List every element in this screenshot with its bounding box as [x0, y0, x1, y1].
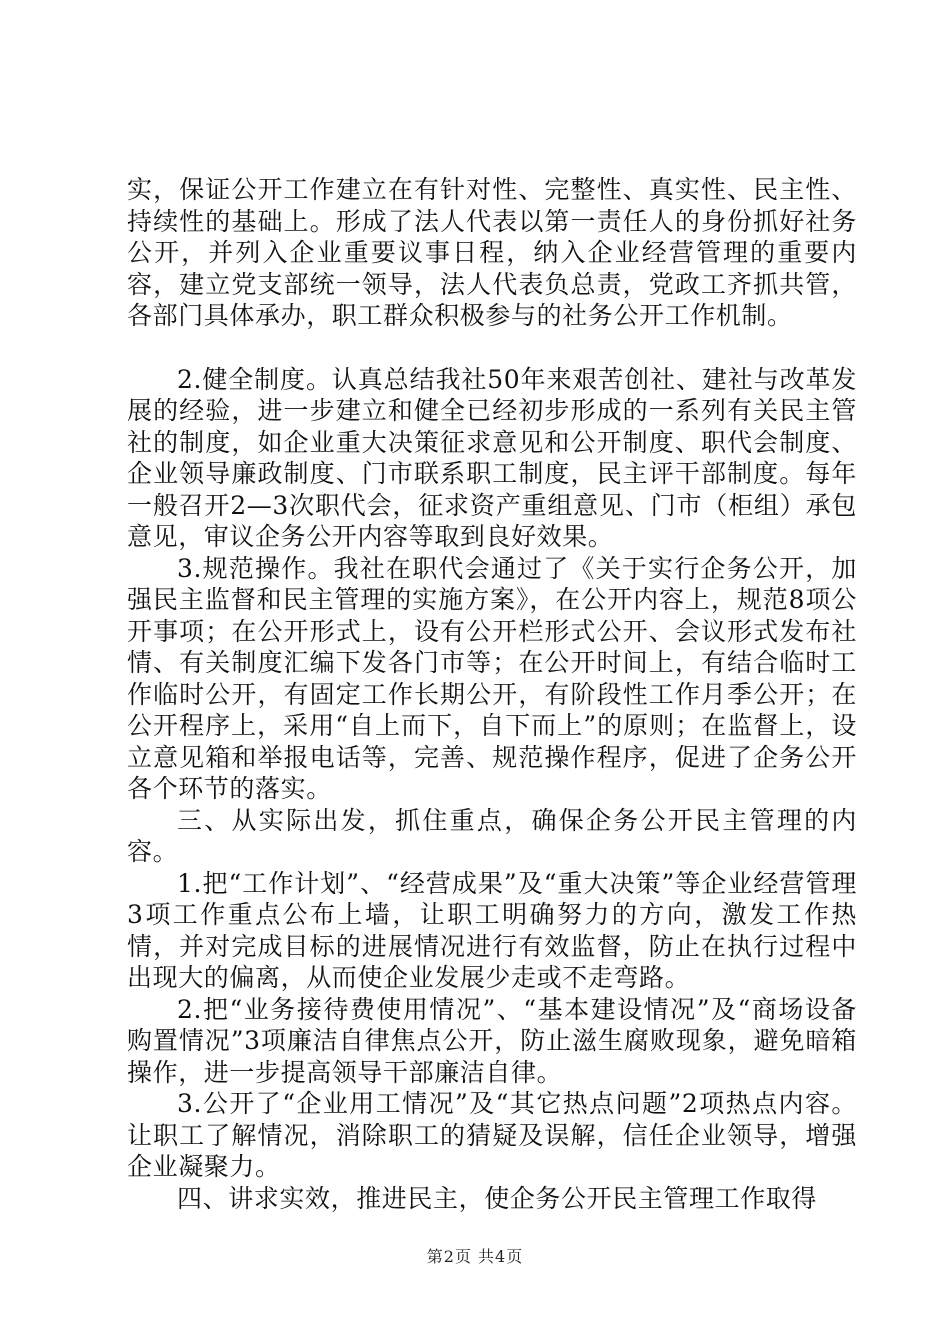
section-heading-three: 三、从实际出发，抓住重点，确保企务公开民主管理的内容。	[127, 805, 857, 866]
paragraph-continuation: 实，保证公开工作建立在有针对性、完整性、真实性、民主性、持续性的基础上。形成了法人代表以第一责任人的身份抓好社务公开，并列入企业重要议事日程，纳入企业经营管理的重要内容，建立党支部统一领导，法人代表负总责，党政工齐抓共管，各部门具体承办，职工群众积极参与的社务公开工作机制。	[127, 175, 857, 330]
page-number-footer: 第2页 共4页	[426, 1247, 524, 1266]
document-body	[127, 174, 857, 1214]
paragraph-item-one: 1.把“工作计划”、“经营成果”及“重大决策”等企业经营管理3项工作重点公布上墙，让职工明确努力的方向，激发工作热情，并对完成目标的进展情况进行有效监督，防止在执行过程中出现大的偏离，从而使企业发展少走或不走弯路。	[127, 868, 857, 992]
paragraph-item-two: 2.把“业务接待费使用情况”、“基本建设情况”及“商场设备购置情况”3项廉洁自律焦点公开，防止滋生腐败现象，避免暗箱操作，进一步提高领导干部廉洁自律。	[127, 994, 857, 1087]
paragraph-item-three: 3.公开了“企业用工情况”及“其它热点问题”2项热点内容。让职工了解情况，消除职工的猜疑及误解，信任企业领导，增强企业凝聚力。	[127, 1089, 857, 1181]
paragraph-standardize-operation: 3.规范操作。我社在职代会通过了《关于实行企务公开，加强民主监督和民主管理的实施方案》，在公开内容上，规范8项公开事项；在公开形式上，设有公开栏形式公开、会议形式发布社情、有关制度汇编下发各门市等；在公开时间上，有结合临时工作临时公开，有固定工作长期公开，有阶段性工作月季公开；在公开程序上，采用“自上而下，自下而上”的原则；在监督上，设立意见箱和举报电话等，完善、规范操作程序，促进了企务公开各个环节的落实。	[127, 553, 857, 803]
section-heading-four: 四、讲求实效，推进民主，使企务公开民主管理工作取得	[177, 1183, 818, 1213]
paragraph-improve-system: 2.健全制度。认真总结我社50年来艰苦创社、建社与改革发展的经验，进一步建立和健全已经初步形成的一系列有关民主管社的制度，如企业重大决策征求意见和公开制度、职代会制度、企业领导廉政制度、门市联系职工制度，民主评干部制度。每年一般召开2—3次职代会，征求资产重组意见、门市（柜组）承包意见，审议企务公开内容等取到良好效果。	[127, 364, 857, 551]
